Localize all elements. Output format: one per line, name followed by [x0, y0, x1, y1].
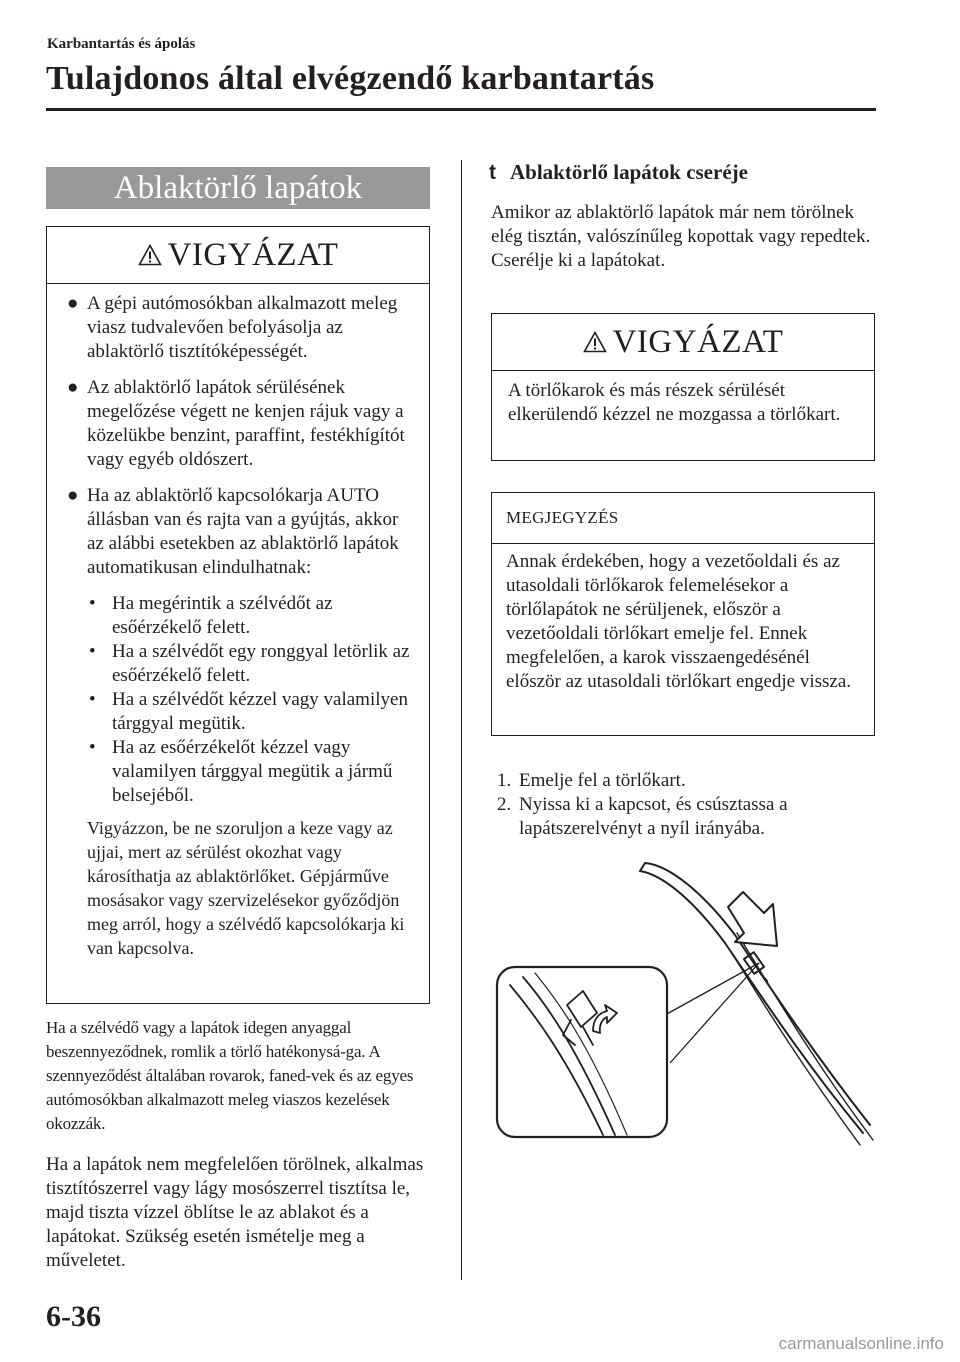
note-box	[491, 492, 875, 736]
steps-list	[497, 769, 867, 841]
watermark: carmanualsonline.info	[778, 1334, 944, 1353]
paragraph-cleaning: Ha a lapátok nem megfelelően törölnek, alkalmas tisztítószerrel vagy lágy mosószerrel tisztítsa le, majd tiszta vízzel öblítse le az ablakot és a lapátokat. Szükség esetén ismételje meg a műveletet.	[46, 1154, 424, 1271]
caution-box-right	[491, 313, 875, 461]
heading-marker-icon: t	[489, 161, 496, 184]
caution-bullet: ● Ha az ablaktörlő kapcsolókarja AUTO állásban van és rajta van a gyújtás, akkor az alábbi esetekben az ablaktörlő lapátok automatikusan elindulhatnak: • Ha megérintik a szélvédőt az esőérzékelő felett. • Ha a szélvédőt egy ronggyal letörlik az esőérzékelő felett. • Ha a szélvédőt kézzel vagy valamilyen tárggyal megütik. • Ha az esőérzékelőt kézzel vagy valamilyen tárggyal megütik a jármű belsejéből. Vigyázzon, be ne szoruljon a keze vagy az ujjai, mert az sérülést okozhat vagy károsíthatja az ablaktörlőket. Gépjárműve mosásakor vagy szervizelésekor győződjön meg arról, hogy a szélvédő kapcsolókarja ki van kapcsolva.	[67, 484, 415, 960]
caution-bullet: ● A gépi autómosókban alkalmazott meleg viasz tudvalevően befolyásolja az ablaktörlő tisztítóképességét.	[67, 293, 398, 362]
section-title: Ablaktörlő lapátok	[46, 167, 430, 209]
sub-bullet-icon: •	[89, 689, 96, 710]
paragraph-contamination: Ha a szélvédő vagy a lapátok idegen anyaggal beszennyeződnek, romlik a törlő hatékonysá-ga. A szennyeződést általában rovarok, faned-vek és az egyes autómosókban alkalmazott meleg viaszos kezelések okozzák.	[46, 1018, 414, 1133]
breadcrumb: Karbantartás és ápolás	[47, 36, 196, 52]
note-body: Annak érdekében, hogy a vezetőoldali és az utasoldali törlőkarok felemelésekor a törlőlapátok ne sérüljenek, először a vezetőoldali törlőkart emelje fel. Ennek megfelelően, a karok visszaengedésénél először az utasoldali törlőkart engedje vissza.	[492, 543, 874, 694]
sub-list-item: • Ha az esőérzékelőt kézzel vagy valamilyen tárggyal megütik a jármű belsejéből.	[89, 737, 393, 806]
caution-bullet: ● Az ablaktörlő lapátok sérülésének megelőzése végett ne kenjen rájuk vagy a közelükbe benzint, paraffint, festékhígítót vagy egyéb oldószert.	[67, 377, 405, 470]
note-title: MEGJEGYZÉS	[506, 508, 619, 527]
bullet-icon: ●	[67, 377, 79, 398]
sub-list-item: • Ha megérintik a szélvédőt az esőérzékelő felett.	[89, 593, 333, 638]
intro-paragraph: Amikor az ablaktörlő lapátok már nem törölnek elég tisztán, valószínűleg kopottak vagy repedtek. Cserélje ki a lapátokat.	[491, 202, 871, 271]
page-title: Tulajdonos által elvégzendő karbantartás	[46, 60, 655, 97]
sub-bullet-icon: •	[89, 593, 96, 614]
caution-box-left	[46, 226, 430, 1004]
bullet-icon: ●	[67, 485, 79, 506]
sub-list-item: • Ha a szélvédőt kézzel vagy valamilyen tárggyal megütik.	[89, 689, 408, 734]
sub-bullet-icon: •	[89, 641, 96, 662]
wiper-blade-illustration	[475, 855, 885, 1155]
header-rule	[46, 108, 876, 111]
direction-arrow-icon	[728, 892, 777, 946]
sub-list-item: • Ha a szélvédőt egy ronggyal letörlik az esőérzékelő felett.	[89, 641, 410, 686]
sub-list	[87, 592, 415, 808]
caution-body: A törlőkarok és más részek sérülését elkerülendő kézzel ne mozgassa a törlőkart.	[492, 370, 874, 427]
bullet-icon: ●	[67, 293, 79, 314]
caution-title: VIGYÁZAT	[47, 227, 429, 283]
step-item: 2. Nyissa ki a kapcsot, és csúsztassa a lapátszerelvényt a nyíl irányába.	[497, 794, 788, 839]
section-heading: t Ablaktörlő lapátok cseréje	[489, 160, 748, 184]
page-number: 6-36	[46, 1300, 101, 1333]
warning-triangle-icon	[138, 244, 162, 266]
caution-note: Vigyázzon, be ne szoruljon a keze vagy az ujjai, mert az sérülést okozhat vagy károsíthatja az ablaktörlőket. Gépjárműve mosásakor vagy szervizelésekor győződjön meg arról, hogy a szélvédő kapcsolókarja ki van kapcsolva.	[87, 818, 405, 958]
column-divider	[461, 160, 462, 1280]
caution-title: VIGYÁZAT	[492, 314, 874, 370]
step-item: 1. Emelje fel a törlőkart.	[497, 770, 686, 791]
sub-bullet-icon: •	[89, 737, 96, 758]
warning-triangle-icon	[583, 331, 607, 353]
caution-body	[47, 283, 429, 960]
